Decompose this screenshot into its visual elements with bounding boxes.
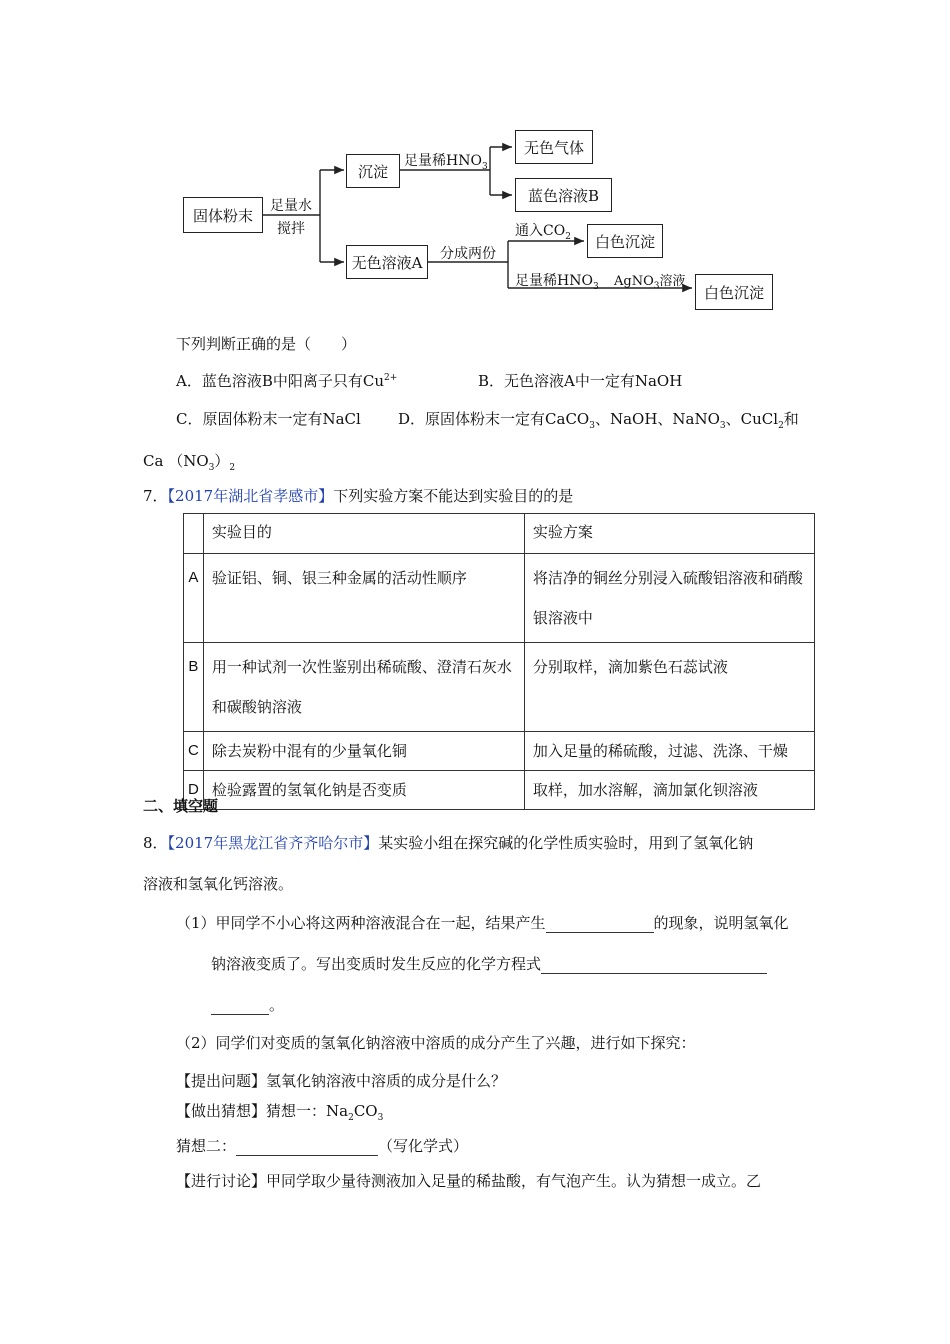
q6-option-c: C．原固体粉末一定有NaCl (176, 410, 361, 428)
q8-question: 【提出问题】氢氧化钠溶液中溶质的成分是什么？ (176, 1072, 507, 1090)
table-cell-plan (524, 732, 814, 771)
purpose-text: 用一种试剂一次性鉴别出稀硫酸、澄清石灰水和碳酸钠溶液 (211, 658, 512, 716)
q7-number: 7． (143, 487, 168, 505)
split-two-label: 分成两份 (440, 246, 496, 262)
blue-solution-b-box (515, 178, 612, 212)
table-cell-purpose (203, 643, 524, 732)
blank-phenomenon[interactable] (546, 914, 654, 933)
table-cell-plan (524, 643, 814, 732)
q6-sub-3a: 3 (589, 421, 595, 431)
q6-option-a-text: A．蓝色溶液B中阳离子只有Cu (176, 372, 384, 390)
agno3-text: AgNO (614, 274, 654, 289)
q8-p1-d: 。 (269, 996, 285, 1014)
q7-heading (143, 485, 573, 506)
table-cell-plan (524, 554, 814, 643)
q6-sub-3b: 3 (719, 421, 726, 431)
q8-number: 8． (143, 834, 168, 852)
hno3-text: 足量稀HNO (404, 153, 482, 169)
q8-guess-1 (176, 1100, 383, 1123)
precipitate-box (346, 154, 400, 188)
table-cell-key: A (184, 554, 204, 643)
q6-sub-2b: 2 (229, 463, 236, 473)
q8-guess-1-mid: CO (353, 1102, 378, 1120)
q8-guess-2-text: 猜想二： (176, 1137, 237, 1155)
colorless-solution-a-box (346, 245, 428, 279)
q8-guess-1-sub-b: 3 (377, 1113, 384, 1123)
table-row (184, 643, 815, 732)
table-cell-purpose (203, 554, 524, 643)
white-precipitate-box-2 (695, 274, 773, 310)
q6-option-d-cont-text: Ca （NO (143, 452, 209, 470)
table-header-row (184, 514, 815, 554)
q6-option-d-continued (143, 450, 235, 473)
q6-option-d-part3: 、CuCl (725, 410, 779, 428)
table-cell-key: C (184, 732, 204, 771)
q6-option-a (176, 370, 397, 391)
q8-source: 【2017年黑龙江省齐齐哈尔市】 (167, 834, 379, 852)
table-cell-plan (524, 771, 814, 810)
stir-label: 搅拌 (277, 221, 305, 237)
q8-guess-2 (176, 1135, 468, 1156)
agno3-label (614, 270, 686, 292)
experiment-table (183, 513, 815, 810)
q7-source: 【2017年湖北省孝感市】 (167, 487, 334, 505)
co2-label (515, 220, 571, 242)
water-label: 足量水 (270, 198, 312, 214)
solid-powder-box (183, 197, 263, 233)
table-row (184, 732, 815, 771)
q6-sub-3c: 3 (208, 463, 215, 473)
q8-guess-1-text: 【做出猜想】猜想一：Na (176, 1102, 349, 1120)
section-title: 二、填空题 (143, 797, 219, 815)
q8-part2: （2）同学们对变质的氢氧化钠溶液中溶质的成分产生了兴趣，进行如下探究： (176, 1034, 696, 1052)
q6-option-d (398, 408, 799, 431)
q6-stem: 下列判断正确的是（ ） (176, 335, 357, 353)
q8-p1-c: 钠溶液变质了。写出变质时发生反应的化学方程式 (211, 955, 542, 973)
colorless-solution-a-label: 无色溶液A (351, 253, 423, 272)
q8-heading (143, 832, 753, 853)
hno3-label-top (404, 150, 488, 172)
q6-option-b: B．无色溶液A中一定有NaOH (478, 372, 683, 390)
plan-text: 将洁净的铜丝分别浸入硫酸铝溶液和硝酸银溶液中 (532, 569, 803, 627)
colorless-gas-box (515, 130, 593, 164)
co2-text: 通入CO (515, 223, 566, 239)
hno3-text-2: 足量稀HNO (515, 273, 593, 289)
plan-text: 取样，加水溶解，滴加氯化钡溶液 (532, 781, 758, 799)
q8-part1-line1 (176, 912, 789, 933)
table-header-cell (184, 514, 204, 554)
co2-sub: 2 (565, 231, 571, 242)
hno3-sub: 3 (481, 161, 488, 172)
q8-stem-2: 溶液和氢氧化钙溶液。 (143, 875, 294, 893)
q6-option-d-part1: D．原固体粉末一定有CaCO (398, 410, 590, 428)
table-cell-key: D (184, 771, 204, 810)
purpose-text: 除去炭粉中混有的少量氧化铜 (211, 742, 407, 760)
white-precipitate-label-2: 白色沉淀 (703, 283, 764, 302)
hno3-label-bottom (515, 270, 599, 292)
white-precipitate-label-1: 白色沉淀 (594, 232, 655, 251)
q6-option-d-cont-end: ） (214, 452, 230, 470)
plan-text: 加入足量的稀硫酸，过滤、洗涤、干燥 (532, 742, 788, 760)
q8-part1-line2 (211, 953, 767, 974)
table-header-cell: 实验方案 (524, 514, 814, 554)
table-header-cell: 实验目的 (203, 514, 524, 554)
q6-sub-2a: 2 (778, 421, 784, 431)
q8-stem-1: 某实验小组在探究碱的化学性质实验时，用到了氢氧化钠 (378, 834, 754, 852)
table-cell-purpose (203, 732, 524, 771)
solid-powder-label: 固体粉末 (192, 206, 253, 225)
blank-equation-cont[interactable] (211, 996, 269, 1015)
white-precipitate-box-1 (587, 224, 663, 258)
agno3-sub: 3 (653, 281, 660, 292)
q8-discussion: 【进行讨论】甲同学取少量待测液加入足量的稀盐酸，有气泡产生。认为猜想一成立。乙 (176, 1172, 762, 1190)
plan-text: 分别取样，滴加紫色石蕊试液 (532, 658, 728, 676)
hno3-sub-2: 3 (592, 281, 599, 292)
q8-guess-1-sub-a: 2 (348, 1113, 354, 1123)
purpose-text: 验证铝、铜、银三种金属的活动性顺序 (211, 569, 467, 587)
purpose-text: 检验露置的氢氧化钠是否变质 (211, 781, 407, 799)
q8-guess-2-note: （写化学式） (378, 1137, 469, 1155)
q8-p1-a: （1）甲同学不小心将这两种溶液混合在一起，结果产生 (176, 914, 546, 932)
table-cell-key: B (184, 643, 204, 732)
table-row (184, 771, 815, 810)
precipitate-label: 沉淀 (357, 162, 388, 181)
blank-guess-2[interactable] (236, 1137, 378, 1156)
table-row (184, 554, 815, 643)
q7-stem: 下列实验方案不能达到实验目的的是 (333, 487, 574, 505)
q6-option-d-part2: 、NaOH、NaNO (594, 410, 720, 428)
agno3-suffix: 溶液 (659, 274, 686, 289)
q8-part1-line3 (211, 994, 284, 1015)
q8-p1-b: 的现象，说明氢氧化 (653, 914, 789, 932)
blank-equation[interactable] (541, 955, 767, 974)
blue-solution-b-label: 蓝色溶液B (527, 186, 600, 205)
table-cell-purpose (203, 771, 524, 810)
q6-option-d-part4: 和 (783, 410, 799, 428)
colorless-gas-label: 无色气体 (523, 138, 584, 157)
q6-option-a-sup: 2+ (384, 373, 398, 383)
